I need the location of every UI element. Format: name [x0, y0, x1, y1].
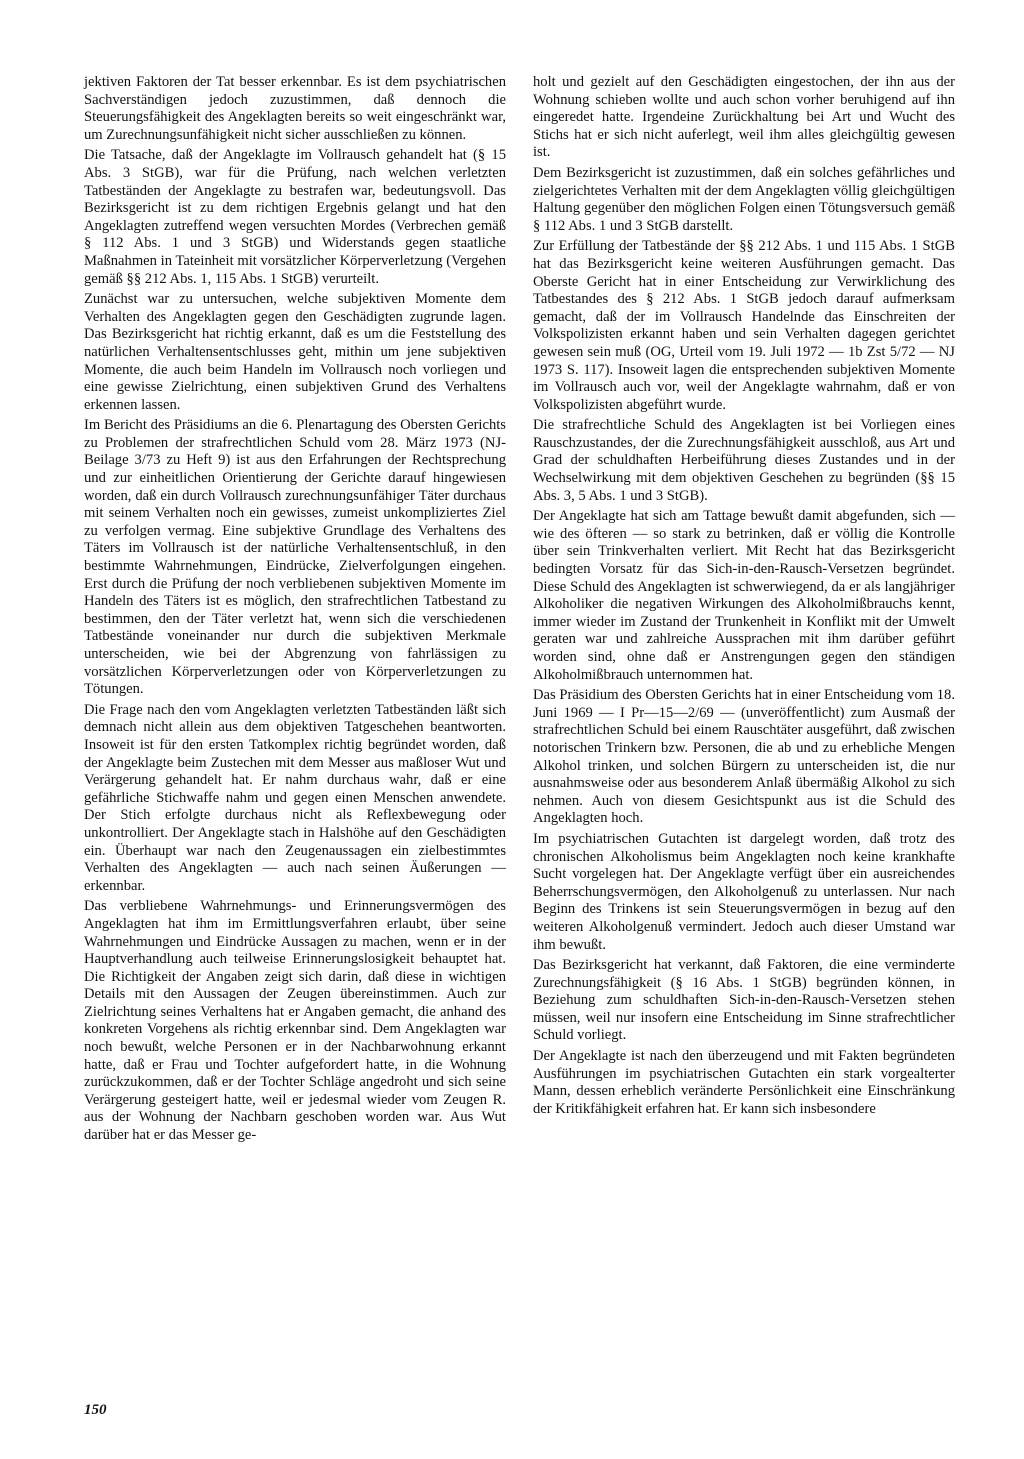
paragraph: Der Angeklagte hat sich am Tattage bewußt damit abgefunden, sich — wie des öfteren — so stark zu betrinken, daß er völlig die Kontrolle über sein Trinkverhalten verliert. Mit Recht hat das Bezirksgericht bedingten Vorsatz für das Sich-in-den-Rausch-Versetzen begründet. Diese Schuld des Angeklagten ist schwerwiegend, da er als langjähriger Alkoholiker die negativen Wirkungen des Alkoholmißbrauchs kennt, immer wieder im Zustand der Trunkenheit in Konflikt mit der Umwelt geraten war und zahlreiche Aussprachen mit ihm darüber geführt worden sind, ohne daß er Anstrengungen gegen den ständigen Alkoholmißbrauch unternommen hat.: [533, 508, 955, 683]
right-column: [533, 74, 955, 1121]
left-column: [84, 74, 506, 1148]
paragraph: holt und gezielt auf den Geschädigten eingestochen, der ihn aus der Wohnung schieben wollte und auch schon vorher beruhigend auf ihn eingeredet hatte. Irgendeine Zurückhaltung bei Art und Wucht des Stichs hat er sich nicht auferlegt, weil ihm alles gleichgültig gewesen ist.: [533, 74, 955, 161]
paragraph: jektiven Faktoren der Tat besser erkennbar. Es ist dem psychiatrischen Sachverständigen jedoch zuzustimmen, daß dennoch die Steuerungsfähigkeit des Angeklagten bereits so weit eingeschränkt war, um Zurechnungsunfähigkeit nicht sicher ausschließen zu können.: [84, 74, 506, 143]
paragraph: Im psychiatrischen Gutachten ist dargelegt worden, daß trotz des chronischen Alkoholismus beim Angeklagten noch keine krankhafte Sucht vorgelegen hat. Der Angeklagte verfügt über ein ausreichendes Beherrschungsvermögen, den Alkoholgenuß zu unterlassen. Nur nach Beginn des Trinkens ist sein Steuerungsvermögen in bezug auf den weiteren Alkoholgenuß vermindert. Jedoch auch dieser Umstand war ihm bewußt.: [533, 830, 955, 953]
paragraph: Zunächst war zu untersuchen, welche subjektiven Momente dem Verhalten des Angeklagten gegen den Geschädigten zugrunde lagen. Das Bezirksgericht hat richtig erkannt, daß es um die Feststellung des natürlichen Verhaltensentschlusses geht, mithin um jene subjektiven Momente, die auch beim Handeln im Vollrausch noch vorliegen und eine gewisse Zielrichtung, einen subjektiven Grund des Verhaltens erkennen lassen.: [84, 291, 506, 413]
page-number: 150: [84, 1402, 107, 1418]
paragraph: Das Präsidium des Obersten Gerichts hat in einer Entscheidung vom 18. Juni 1969 — I Pr—15—2/69 — (unveröffentlicht) zum Ausmaß der strafrechtlichen Schuld bei einem Rauschtäter ausgeführt, daß zwischen notorischen Trinkern bzw. Personen, die ab und zu erhebliche Mengen Alkohol trinken, und solchen Bürgern zu unterscheiden ist, die nur ausnahmsweise oder aus besonderem Anlaß übermäßig Alkohol zu sich nehmen. Auch von diesem Gesichtspunkt aus ist die Schuld des Angeklagten hoch.: [533, 687, 955, 827]
paragraph: Die strafrechtliche Schuld des Angeklagten ist bei Vorliegen eines Rauschzustandes, der die Zurechnungsfähigkeit ausschloß, aus Art und Grad der schuldhaften Herbeiführung dieses Zustandes und in der Wechselwirkung mit dem objektiven Geschehen zu begründen (§§ 15 Abs. 3, 5 Abs. 1 und 3 StGB).: [533, 417, 955, 504]
paragraph: Zur Erfüllung der Tatbestände der §§ 212 Abs. 1 und 115 Abs. 1 StGB hat das Bezirksgericht keine weiteren Ausführungen gemacht. Das Oberste Gericht hat in einer Entscheidung zur Verwirklichung des Tatbestandes des § 212 Abs. 1 StGB jedoch darauf aufmerksam gemacht, daß der im Vollrausch Handelnde das Einschreiten der Volkspolizisten erkannt haben und sein Verhalten dagegen gerichtet gewesen sein muß (OG, Urteil vom 19. Juli 1972 — 1b Zst 5/72 — NJ 1973 S. 117). Insoweit lagen die entsprechenden subjektiven Momente im Vollrausch auch vor, weil der Angeklagte wahrnahm, daß er von Volkspolizisten abgeführt wurde.: [533, 238, 955, 413]
paragraph: Das Bezirksgericht hat verkannt, daß Faktoren, die eine verminderte Zurechnungsfähigkeit (§ 16 Abs. 1 StGB) begründen können, in Beziehung zum schuldhaften Sich-in-den-Rausch-Versetzen stehen müssen, weil nur insofern eine Entscheidung im Sinne strafrechtlicher Schuld vorliegt.: [533, 957, 955, 1044]
paragraph: Die Frage nach den vom Angeklagten verletzten Tatbeständen läßt sich demnach nicht allein aus dem objektiven Tatgeschehen beantworten. Insoweit ist für den ersten Tatkomplex richtig begründet worden, daß der Angeklagte beim Zustechen mit dem Messer aus maßloser Wut und Verärgerung gehandelt hat. Er nahm durchaus wahr, daß er eine gefährliche Stichwaffe nahm und gegen einen Menschen anwendete. Der Stich erfolgte durchaus nicht als Reflexbewegung oder unkontrolliert. Der Angeklagte stach in Halshöhe auf den Geschädigten ein. Überhaupt war nach den Zeugenaussagen ein zielbestimmtes Verhalten des Angeklagten — auch nach seinen Äußerungen — erkennbar.: [84, 701, 506, 894]
paragraph: Die Tatsache, daß der Angeklagte im Vollrausch gehandelt hat (§ 15 Abs. 3 StGB), war für die Prüfung, nach welchen verletzten Tatbeständen der Angeklagte zu bestrafen war, bedeutungsvoll. Das Bezirksgericht ist zu dem richtigen Ergebnis gelangt und hat den Angeklagten zutreffend wegen versuchten Mordes (Verbrechen gemäß § 112 Abs. 1 und 3 StGB) und Widerstands gegen staatliche Maßnahmen in Tateinheit mit vorsätzlicher Körperverletzung (Vergehen gemäß §§ 212 Abs. 1, 115 Abs. 1 StGB) verurteilt.: [84, 147, 506, 287]
paragraph: Im Bericht des Präsidiums an die 6. Plenartagung des Obersten Gerichts zu Problemen der strafrechtlichen Schuld vom 28. März 1973 (NJ-Beilage 3/73 zu Heft 9) ist aus den Erfahrungen der Rechtsprechung und zur einheitlichen Orientierung der Gerichte darauf hingewiesen worden, daß ein durch Vollrausch zurechnungsunfähiger Täter durchaus mit seinem Verhalten noch ein gewisses, zumeist unkompliziertes Ziel zu verfolgen vermag. Eine subjektive Grundlage des Verhaltens des Täters im Vollrausch ist der natürliche Verhaltensentschluß, in den bestimmte Wahrnehmungen, Eindrücke, Zielverfolgungen eingehen. Erst durch die Prüfung der noch verbliebenen subjektiven Momente im Handeln des Täters ist es möglich, den strafrechtlichen Tatbestand zu bestimmen, den der Täter verletzt hat, wenn sich die verschiedenen Tatbestände voneinander nur durch die subjektiven Merkmale unterscheiden, wie bei der Abgrenzung von fahrlässigen zu vorsätzlichen Körperverletzungen oder von Körperverletzungen zu Tötungen.: [84, 417, 506, 698]
paragraph: Das verbliebene Wahrnehmungs- und Erinnerungsvermögen des Angeklagten hat ihm im Ermittlungsverfahren erlaubt, über seine Wahrnehmungen und Eindrücke Aussagen zu machen, wenn er in der Hauptverhandlung auch teilweise Erinnerungslosigkeit behauptet hat. Die Richtigkeit der Angaben zeigt sich darin, daß diese in wichtigen Details mit den Aussagen der Zeugen übereinstimmen. Auch zur Zielrichtung seines Verhaltens hat er Angaben gemacht, die anhand des konkreten Vorgehens als richtig erkennbar sind. Dem Angeklagten war noch bewußt, welche Personen er in der Nachbarwohnung erkannt hatte, daß er Frau und Tochter aufgefordert hatte, in die Wohnung zurückzukommen, daß er der Tochter Schläge angedroht und sich seine Verärgerung gesteigert hatte, weil er jedesmal wieder vom Zeugen R. aus der Wohnung der Nachbarn geschoben worden war. Aus Wut darüber hat er das Messer ge-: [84, 898, 506, 1144]
paragraph: Der Angeklagte ist nach den überzeugend und mit Fakten begründeten Ausführungen im psychiatrischen Gutachten ein stark vorgealterter Mann, dessen erheblich veränderte Persönlichkeit eine Einschränkung der Kritikfähigkeit erfahren hat. Er kann sich insbesondere: [533, 1048, 955, 1117]
paragraph: Dem Bezirksgericht ist zuzustimmen, daß ein solches gefährliches und zielgerichtetes Verhalten mit der dem Angeklagten völlig gleichgültigen Haltung gegenüber den möglichen Folgen einen Tötungsversuch gemäß § 112 Abs. 1 und 3 StGB darstellt.: [533, 164, 955, 234]
